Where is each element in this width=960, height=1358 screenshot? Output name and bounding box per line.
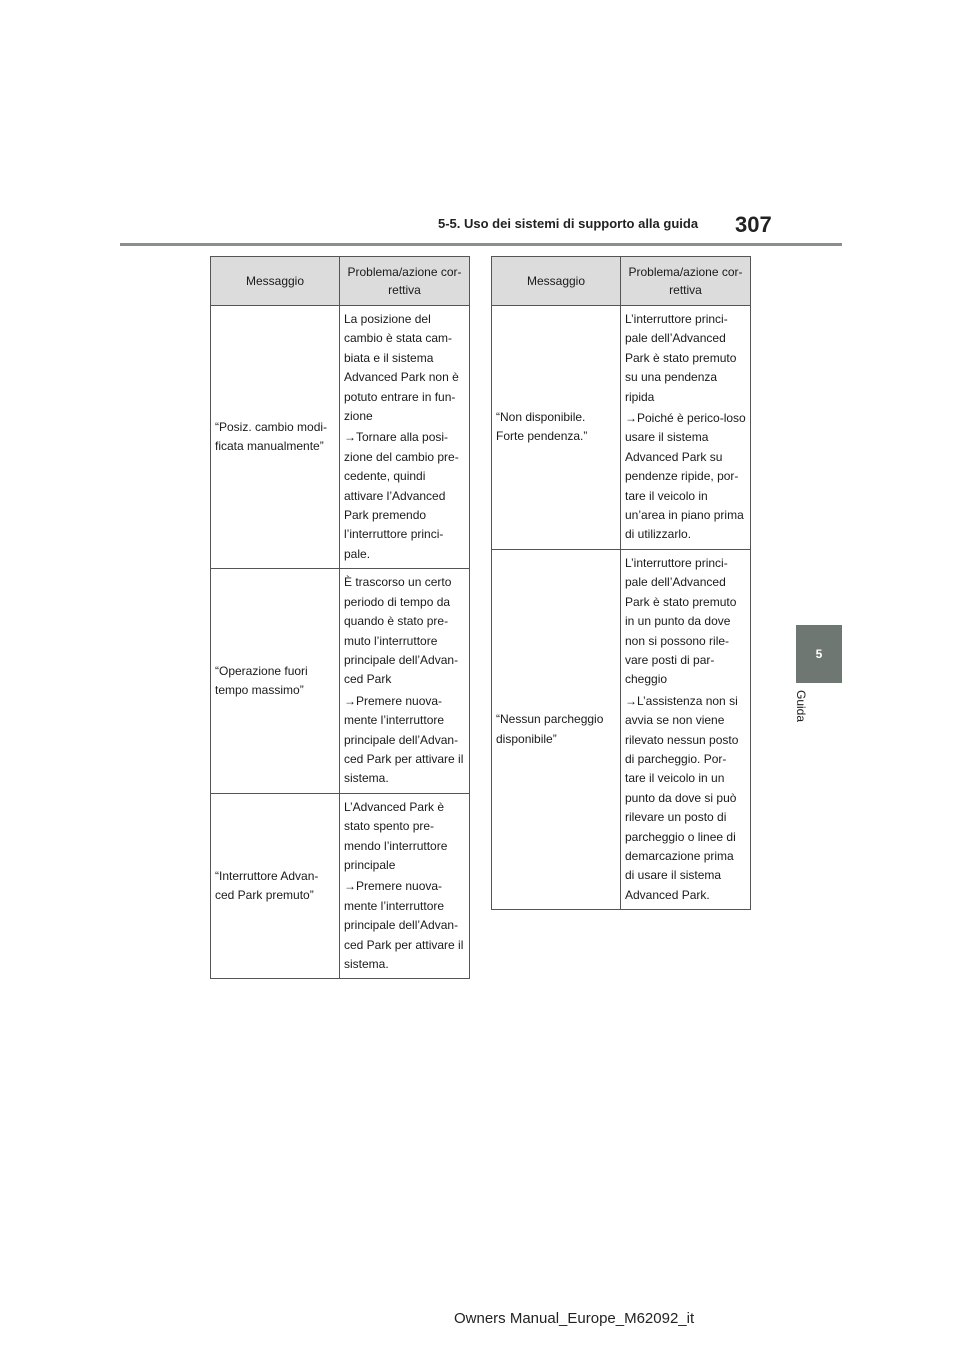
chapter-label: Guida [794, 690, 808, 723]
message-table-right [491, 256, 751, 910]
description-cell [340, 306, 470, 569]
message-cell: “Non disponibile. Forte pendenza.” [492, 306, 621, 550]
action-text: →Premere nuova-mente l’interruttore principale dell’Advan-ced Park per attivare il sistema. [344, 879, 464, 971]
table-header-row [211, 257, 470, 306]
action-text: →Premere nuova-mente l’interruttore principale dell’Advan-ced Park per attivare il sistema. [344, 693, 464, 786]
page-number: 307 [735, 212, 772, 237]
table-row [492, 549, 751, 909]
table-header-row [492, 257, 751, 306]
table-row [492, 306, 751, 550]
column-header-action: Problema/azione cor-rettiva [621, 257, 751, 306]
problem-text: È trascorso un certo periodo di tempo da quando è stato pre-muto l’interruttore principale dell’Advan-ced Park [344, 575, 459, 687]
chapter-tab: 5 [796, 625, 842, 683]
table-row [211, 306, 470, 569]
table-row [211, 793, 470, 979]
problem-text: L’interruttore princi-pale dell’Advanced Park è stato premuto su una pendenza ripida [625, 312, 737, 404]
message-table-left [210, 256, 470, 979]
action-text: →Tornare alla posi-zione del cambio pre-cedente, quindi attivare l’Advanced Park premendo l’interruttore princi-pale. [344, 430, 459, 561]
footer-manual-id: Owners Manual_Europe_M62092_it [454, 1310, 695, 1327]
header-rule [120, 243, 842, 246]
section-header-title: 5-5. Uso dei sistemi di supporto alla guida [438, 216, 699, 231]
description-cell [340, 793, 470, 979]
message-cell: “Interruttore Advan-ced Park premuto” [211, 793, 340, 979]
problem-text: L’interruttore princi-pale dell’Advanced Park è stato premuto in un punto da dove non si possono rile-vare posti di par-cheggio [625, 555, 737, 687]
column-header-action: Problema/azione cor-rettiva [340, 257, 470, 306]
description-cell [340, 569, 470, 793]
message-cell: “Nessun parcheggio disponibile” [492, 549, 621, 909]
action-text: →Poiché è perico-loso usare il sistema Advanced Park su pendenze ripide, por-tare il veicolo in un’area in piano prima di utilizzarlo. [625, 411, 746, 542]
column-header-message: Messaggio [211, 257, 340, 306]
table-row [211, 569, 470, 793]
action-text: →L’assistenza non si avvia se non viene rilevato nessun posto di parcheggio. Por-tare il veicolo in un punto da dove si può rilevare un posto di parcheggio o linee di demarcazione prima di usare il sistema Advanced Park. [625, 693, 739, 902]
message-cell: “Operazione fuori tempo massimo” [211, 569, 340, 793]
description-cell [621, 306, 751, 550]
description-cell [621, 549, 751, 909]
column-header-message: Messaggio [492, 257, 621, 306]
message-cell: “Posiz. cambio modi-ficata manualmente” [211, 306, 340, 569]
problem-text: La posizione del cambio è stata cam-biata e il sistema Advanced Park non è potuto entrare in fun-zione [344, 312, 459, 424]
problem-text: L’Advanced Park è stato spento pre-mendo l’interruttore principale [344, 799, 448, 872]
